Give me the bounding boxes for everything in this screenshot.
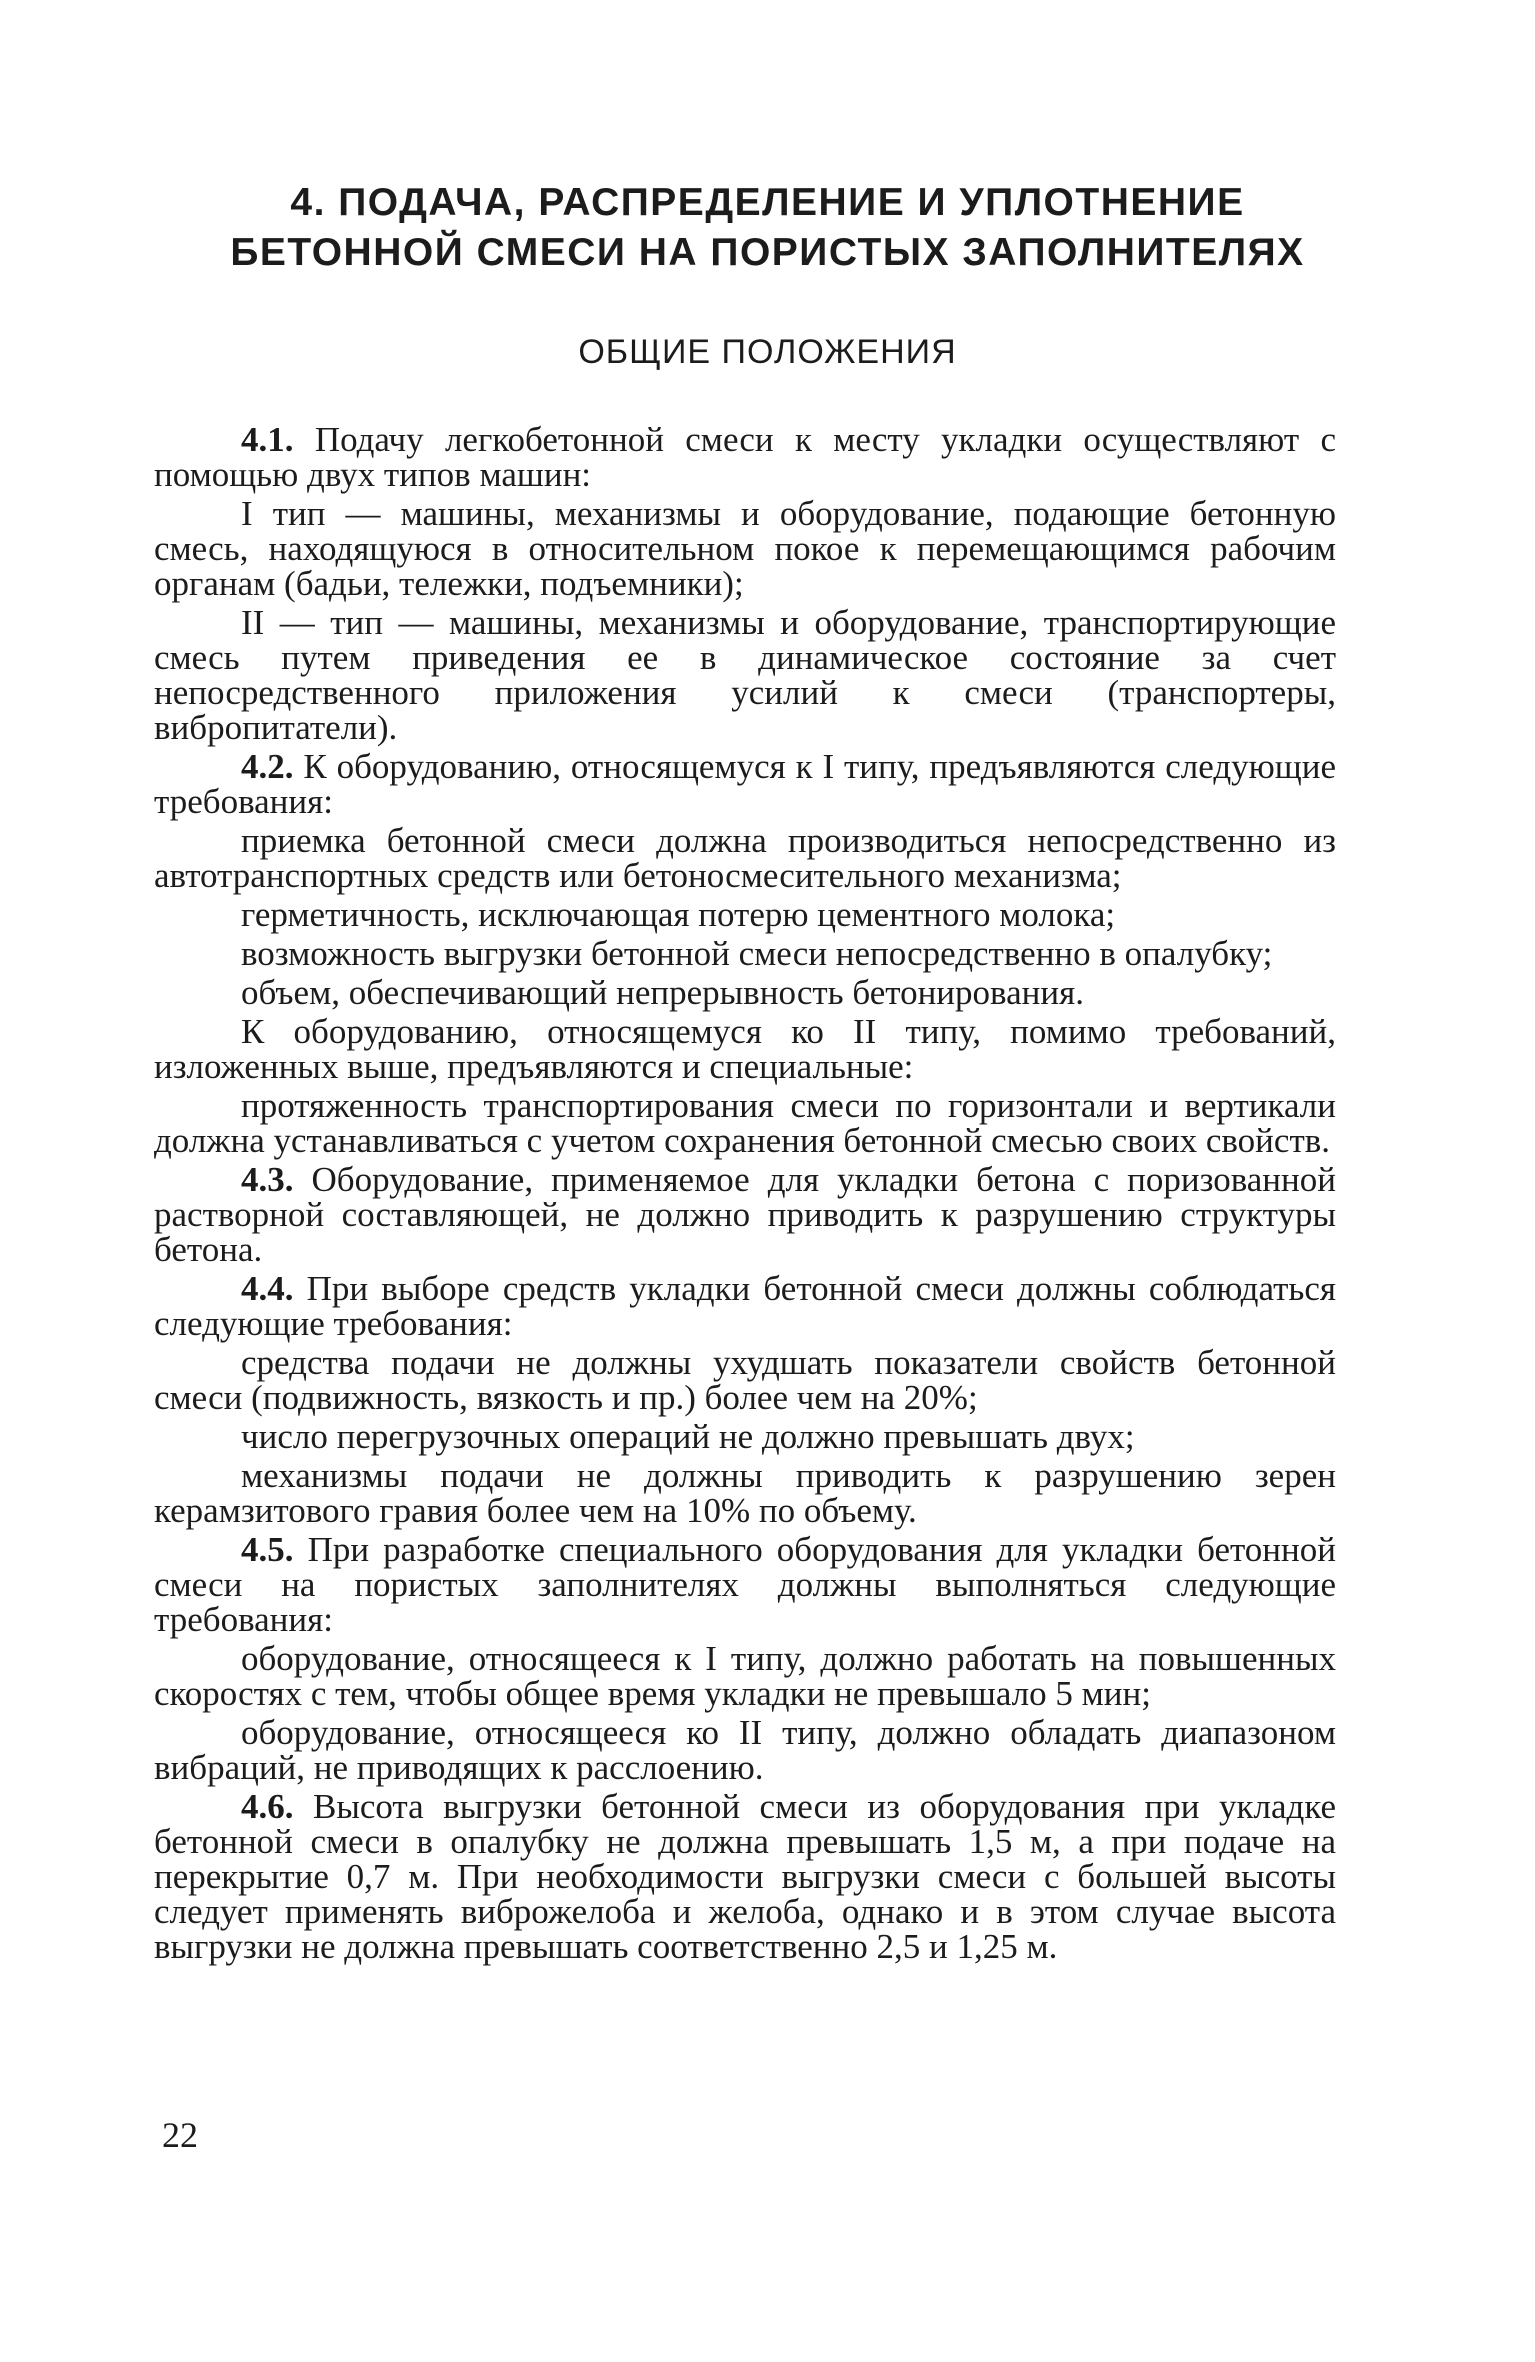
clause-number: 4.2. (241, 747, 294, 786)
requirement-item (154, 1458, 1336, 1528)
paragraph-text: Подачу легкобетонной смеси к месту укладки осуществляют с помощью двух типов машин: (154, 420, 1336, 494)
paragraph-text: Высота выгрузки бетонной смеси из оборудования при укладке бетонной смеси в опалубку не должна превышать 1,5 м, а при подаче на перекрытие 0,7 м. При необходимости выгрузки смеси с большей высоты следует применять виброжелоба и желоба, однако и в этом случае высота выгрузки не должна превышать соответственно 2,5 и 1,25 м. (154, 1787, 1336, 1966)
paragraph-type-2-requirements (154, 1014, 1336, 1084)
paragraph-text: II — тип — машины, механизмы и оборудование, транспортирующие смесь путем приведения ее в динамическое состояние за счет непосредственного приложения усилий к смеси (транспортеры, вибропитатели). (154, 603, 1336, 747)
paragraph-text: оборудование, относящееся ко II типу, должно обладать диапазоном вибраций, не приводящих к расслоению. (154, 1713, 1336, 1787)
requirement-item (154, 1641, 1336, 1711)
requirement-item (154, 975, 1336, 1010)
paragraph-4-2 (154, 749, 1336, 819)
paragraph-text: объем, обеспечивающий непрерывность бетонирования. (241, 973, 1084, 1012)
paragraph-4-3 (154, 1162, 1336, 1267)
clause-number: 4.1. (241, 420, 294, 459)
requirement-item (154, 1715, 1336, 1785)
clause-number: 4.4. (241, 1269, 294, 1308)
paragraph-text: возможность выгрузки бетонной смеси непосредственно в опалубку; (241, 934, 1273, 973)
paragraph-text: механизмы подачи не должны приводить к разрушению зерен керамзитового гравия более чем на 10% по объему. (154, 1456, 1336, 1530)
paragraph-text: При выборе средств укладки бетонной смеси должны соблюдаться следующие требования: (154, 1269, 1336, 1343)
requirement-item (154, 823, 1336, 893)
paragraph-type-1 (154, 496, 1336, 601)
paragraph-4-1 (154, 422, 1336, 492)
paragraph-text: При разработке специального оборудования для укладки бетонной смеси на пористых заполнителях должны выполняться следующие требования: (154, 1530, 1336, 1639)
paragraph-text: К оборудованию, относящемуся к I типу, предъявляются следующие требования: (154, 747, 1336, 821)
paragraph-4-6 (154, 1789, 1336, 1964)
clause-number: 4.5. (241, 1530, 294, 1569)
requirement-item (154, 1088, 1336, 1158)
paragraph-text: К оборудованию, относящемуся ко II типу, помимо требований, изложенных выше, предъявляются и специальные: (154, 1012, 1336, 1086)
clause-number: 4.6. (241, 1787, 294, 1826)
section-title-line-2: БЕТОННОЙ СМЕСИ НА ПОРИСТЫХ ЗАПОЛНИТЕЛЯХ (230, 231, 1305, 274)
paragraph-text: протяженность транспортирования смеси по горизонтали и вертикали должна устанавливаться с учетом сохранения бетонной смесью своих свойств. (154, 1086, 1336, 1160)
paragraph-text: герметичность, исключающая потерю цементного молока; (241, 895, 1116, 934)
paragraph-type-2 (154, 605, 1336, 745)
paragraph-text: Оборудование, применяемое для укладки бетона с поризованной растворной составляющей, не должно приводить к разрушению структуры бетона. (154, 1160, 1336, 1269)
requirement-item (154, 1419, 1336, 1454)
section-title (150, 178, 1385, 278)
paragraph-text: оборудование, относящееся к I типу, должно работать на повышенных скоростях с тем, чтобы общее время укладки не превышало 5 мин; (154, 1639, 1336, 1713)
paragraph-text: число перегрузочных операций не должно превышать двух; (241, 1417, 1135, 1456)
clause-number: 4.3. (241, 1160, 294, 1199)
paragraph-text: приемка бетонной смеси должна производиться непосредственно из автотранспортных средств или бетоносмесительного механизма; (154, 821, 1336, 895)
requirement-item (154, 1345, 1336, 1415)
body-text (154, 418, 1336, 1964)
paragraph-text: средства подачи не должны ухудшать показатели свойств бетонной смеси (подвижность, вязкость и пр.) более чем на 20%; (154, 1343, 1336, 1417)
paragraph-4-5 (154, 1532, 1336, 1637)
paragraph-text: I тип — машины, механизмы и оборудование, подающие бетонную смесь, находящуюся в относительном покое к перемещающимся рабочим органам (бадьи, тележки, подъемники); (154, 494, 1336, 603)
paragraph-4-4 (154, 1271, 1336, 1341)
requirement-item (154, 897, 1336, 932)
section-title-line-1: 4. ПОДАЧА, РАСПРЕДЕЛЕНИЕ И УПЛОТНЕНИЕ (290, 181, 1245, 224)
page-number: 22 (162, 2115, 198, 2155)
section-subtitle: ОБЩИЕ ПОЛОЖЕНИЯ (578, 333, 957, 371)
requirement-item (154, 936, 1336, 971)
